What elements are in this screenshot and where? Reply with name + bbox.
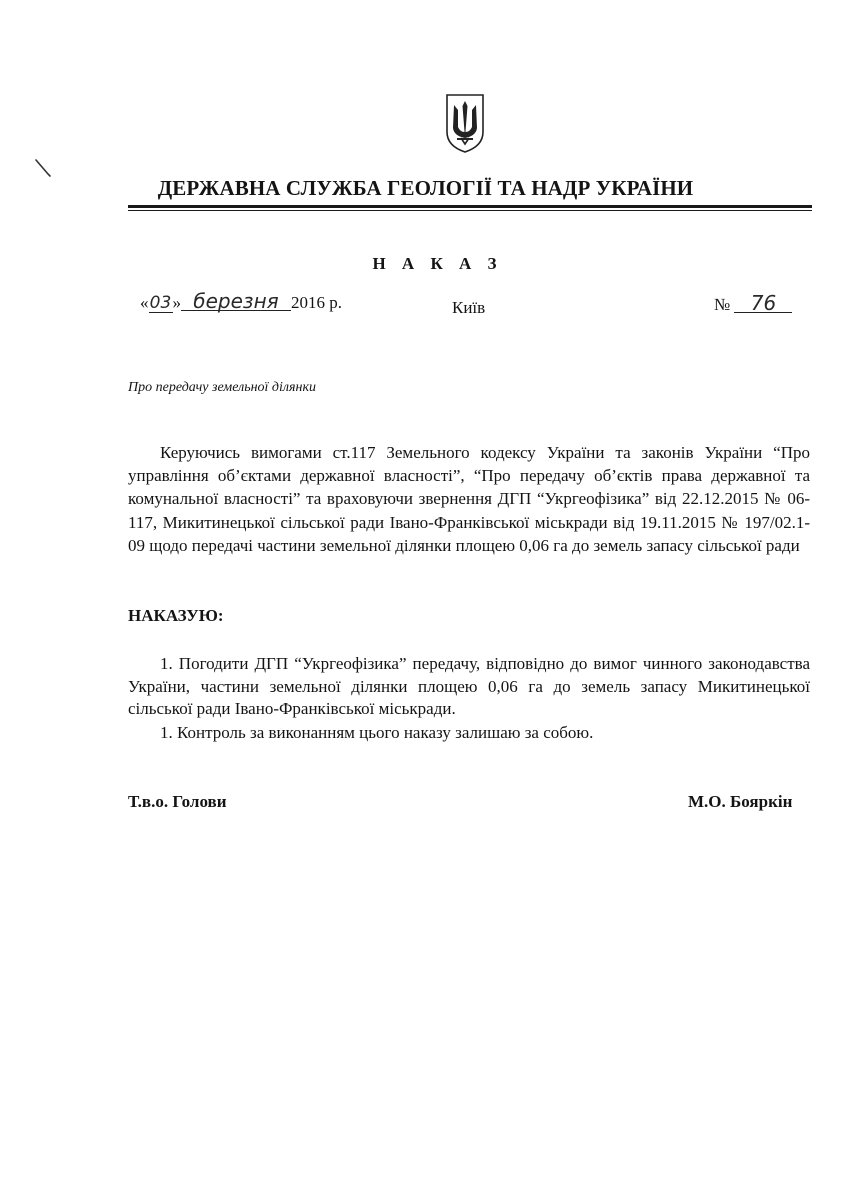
order-date: [140, 289, 342, 313]
signatory-name: М.О. Бояркін: [688, 792, 793, 811]
agency-name: ДЕРЖАВНА СЛУЖБА ГЕОЛОГІЇ ТА НАДР УКРАЇНИ: [157, 176, 694, 200]
order-subject: Про передачу земельної ділянки: [128, 380, 316, 395]
order-item: 1. Погодити ДГП “Укргеофізика” передачу, відповідно до вимог чинного законодавства України, частини земельної ділянки площею 0,06 га до земель запасу Микитинецької сільської ради Івано-Франківської міськради.: [128, 654, 810, 718]
number-label: №: [714, 295, 731, 314]
date-day: 03: [149, 293, 172, 313]
number-value: 76: [734, 294, 792, 313]
signatory-title: Т.в.о. Голови: [128, 792, 227, 811]
city-name: Київ: [452, 298, 486, 317]
date-close-quote: »: [172, 293, 181, 312]
date-year: 2016 р.: [291, 293, 342, 312]
order-heading: НАКАЗУЮ:: [128, 606, 224, 625]
date-month: березня: [181, 292, 291, 311]
header-rule-thin: [128, 210, 812, 211]
pen-mark-icon: [34, 158, 52, 178]
order-number: [714, 291, 792, 315]
document-type: Н А К А З: [372, 254, 503, 273]
header-rule-thick: [128, 205, 812, 208]
trident-emblem-icon: [445, 92, 485, 154]
date-open-quote: «: [140, 293, 149, 312]
order-item: 1. Контроль за виконанням цього наказу залишаю за собою.: [160, 723, 594, 742]
preamble-paragraph: Керуючись вимогами ст.117 Земельного кодексу України та законів України “Про управління об’єктами державної власності”, “Про передачу об’єктів права державної та комунальної власності” та враховуючи звернення ДГП “Укргеофізика” від 22.12.2015 № 06-117, Микитинецької сільської ради Івано-Франківської міськради від 19.11.2015 № 197/02.1-09 щодо передачі частини земельної ділянки площею 0,06 га до земель запасу сільської ради: [128, 443, 810, 555]
